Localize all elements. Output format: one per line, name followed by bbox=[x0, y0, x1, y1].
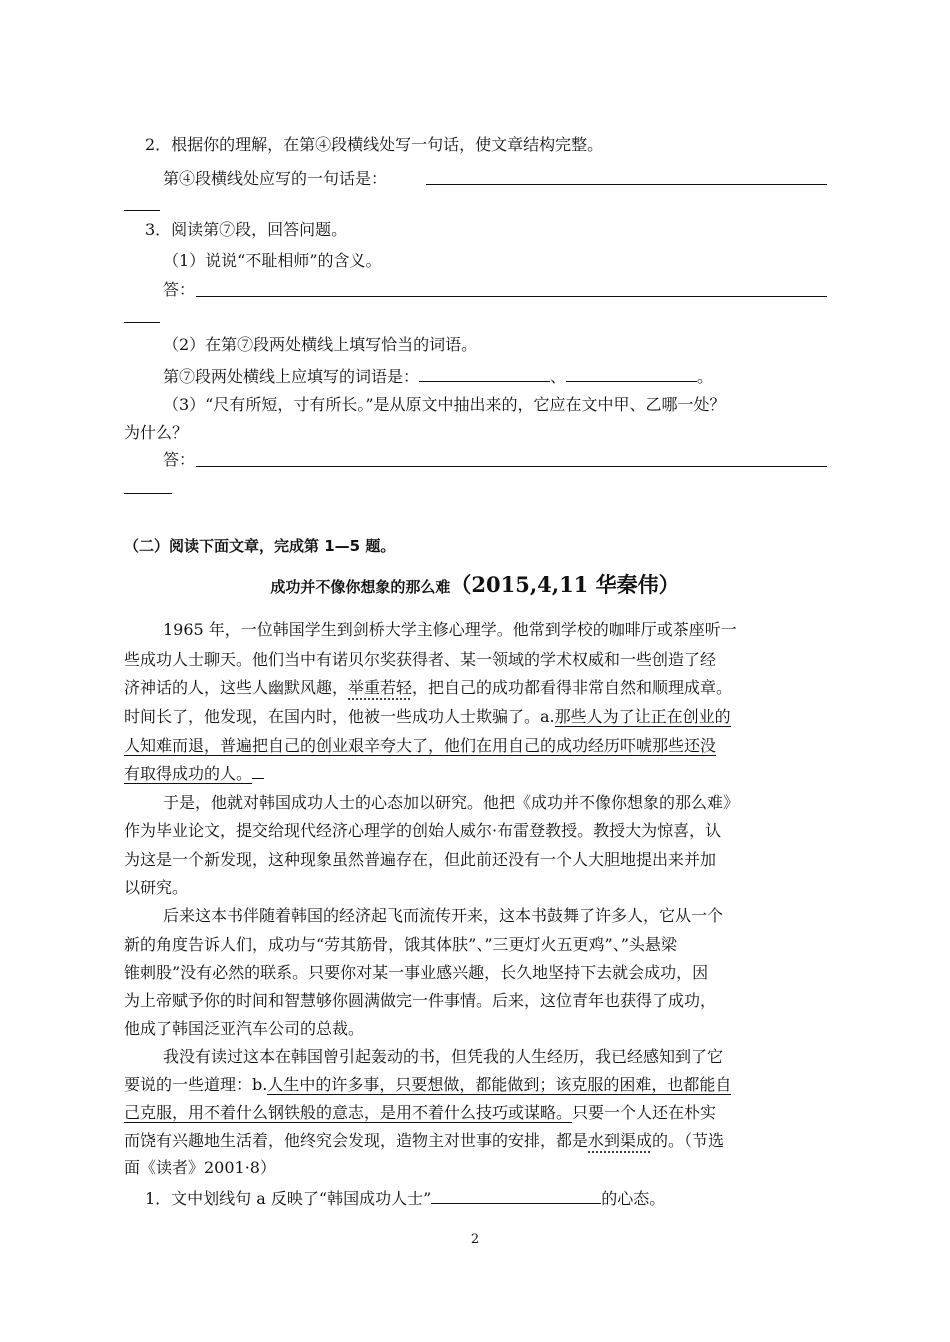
article-line: 新的角度告诉人们，成功与“劳其筋骨，饿其体肤”、”三更灯火五更鸡”、”头悬梁 bbox=[124, 935, 677, 954]
question-3-sub3-line1: （3）“尺有所短，寸有所长。”是从原文中抽出来的，它应在文中甲、乙哪一处？ bbox=[163, 395, 726, 414]
answer-blank[interactable] bbox=[426, 184, 827, 185]
article-title bbox=[0, 570, 950, 602]
article-line bbox=[124, 1128, 827, 1154]
dotted-emphasis: 水到渠成 bbox=[588, 1131, 653, 1150]
underlined-sentence-a: 有取得成功的人。 bbox=[124, 764, 253, 783]
underline-tail bbox=[252, 778, 264, 779]
underlined-sentence-a: 那些人为了让正在创业的 bbox=[554, 707, 731, 726]
article-line: 为这是一个新发现，这种现象虽然普遍存在，但此前还没有一个人大胆地提出来并加 bbox=[124, 850, 717, 869]
separator: 、 bbox=[550, 367, 567, 386]
article-title-text: 成功并不像你想象的那么难 bbox=[270, 578, 451, 596]
answer-blank[interactable] bbox=[431, 1185, 601, 1204]
underlined-sentence-b: 己克服，用不着什么钢铁般的意志，是用不着什么技巧或谋略。 bbox=[124, 1103, 573, 1122]
article-line: 以研究。 bbox=[124, 878, 189, 897]
article-line bbox=[124, 733, 827, 759]
text-run: ，把自己的成功都看得非常自然和顺理成章。 bbox=[412, 678, 733, 697]
article-line bbox=[124, 1100, 827, 1126]
article-line bbox=[124, 1072, 827, 1098]
article-line: 于是，他就对韩国成功人士的心态加以研究。他把《成功并不像你想象的那么难》 bbox=[163, 793, 740, 812]
answer-blank[interactable] bbox=[566, 363, 697, 382]
question-3-sub2-answer bbox=[163, 363, 827, 390]
answer-blank[interactable] bbox=[196, 296, 827, 297]
text-run: 的。（节选 bbox=[652, 1131, 725, 1150]
answer-label: 第④段横线处应写的一句话是： bbox=[163, 169, 388, 188]
dotted-emphasis: 举重若轻 bbox=[348, 678, 413, 697]
question-3-sub3-answer bbox=[163, 447, 866, 473]
question-3-sub1-answer bbox=[163, 277, 866, 303]
question-3-prompt: 3．阅读第⑦段，回答问题。 bbox=[145, 220, 348, 239]
answer-label: 答： bbox=[163, 280, 196, 299]
text-run: 而饶有兴趣地生活着，他终究会发现，造物主对世事的安排，都是 bbox=[124, 1131, 589, 1150]
article-line: 作为毕业论文，提交给现代经济心理学的创始人威尔·布雷登教授。教授大为惊喜，认 bbox=[124, 821, 722, 840]
question-2-answer-line bbox=[163, 166, 827, 192]
article-line: 为上帝赋予你的时间和智慧够你圆满做完一件事情。后来，这位青年也获得了成功， bbox=[124, 991, 717, 1010]
article-line: 面《读者》2001·8） bbox=[124, 1158, 276, 1177]
page-number: 2 bbox=[470, 1232, 480, 1247]
article-line: 我没有读过这本在韩国曾引起轰动的书，但凭我的人生经历，我已经感知到了它 bbox=[163, 1047, 724, 1066]
question-1-prompt bbox=[145, 1185, 827, 1212]
question-3-sub2: （2）在第⑦段两处横线上填写恰当的词语。 bbox=[163, 335, 478, 354]
article-line bbox=[124, 675, 827, 701]
article-line: 锥刺股”没有必然的联系。只要你对某一事业感兴趣，长久地坚持下去就会成功，因 bbox=[124, 963, 709, 982]
answer-blank-continuation[interactable] bbox=[124, 493, 172, 494]
answer-blank[interactable] bbox=[196, 466, 827, 467]
question-2-prompt: 2．根据你的理解，在第④段横线处写一句话，使文章结构完整。 bbox=[145, 135, 604, 154]
period: 。 bbox=[697, 367, 714, 386]
article-line: 后来这本书伴随着韩国的经济起飞而流传开来，这本书鼓舞了许多人，它从一个 bbox=[163, 906, 724, 925]
article-line bbox=[124, 704, 827, 730]
section-heading: （二）阅读下面文章，完成第 1—5 题。 bbox=[124, 537, 396, 555]
article-title-note: （2015,4,11 华秦伟） bbox=[450, 572, 680, 597]
article-line bbox=[124, 761, 827, 787]
answer-blank-continuation[interactable] bbox=[124, 322, 160, 323]
text-run: 1．文中划线句 a 反映了“韩国成功人士” bbox=[145, 1189, 432, 1208]
answer-blank[interactable] bbox=[419, 363, 550, 382]
text-run: 只要一个人还在朴实 bbox=[572, 1103, 717, 1122]
underlined-sentence-b: 人生中的许多事，只要想做，都能做到；该克服的困难，也都能自 bbox=[267, 1075, 732, 1094]
article-line: 些成功人士聊天。他们当中有诺贝尔奖获得者、某一领域的学术权威和一些创造了经 bbox=[124, 650, 717, 669]
text-run: 的心态。 bbox=[601, 1189, 666, 1208]
article-line: 1965 年，一位韩国学生到剑桥大学主修心理学。他常到学校的咖啡厅或茶座听一 bbox=[163, 620, 737, 639]
underlined-sentence-a: 人知难而退，普遍把自己的创业艰辛夸大了，他们在用自己的成功经历吓唬那些还没 bbox=[124, 736, 717, 755]
text-run: 时间长了，他发现，在国内时，他被一些成功人士欺骗了。a. bbox=[124, 707, 555, 726]
article-line: 他成了韩国泛亚汽车公司的总裁。 bbox=[124, 1019, 365, 1038]
question-3-sub1: （1）说说“不耻相师”的含义。 bbox=[163, 251, 382, 270]
answer-blank-continuation[interactable] bbox=[124, 210, 160, 211]
answer-label: 第⑦段两处横线上应填写的词语是： bbox=[163, 367, 420, 386]
question-3-sub3-line2: 为什么？ bbox=[124, 423, 189, 442]
answer-label: 答： bbox=[163, 450, 196, 469]
text-run: 济神话的人，这些人幽默风趣， bbox=[124, 678, 349, 697]
text-run: 要说的一些道理：b. bbox=[124, 1075, 268, 1094]
